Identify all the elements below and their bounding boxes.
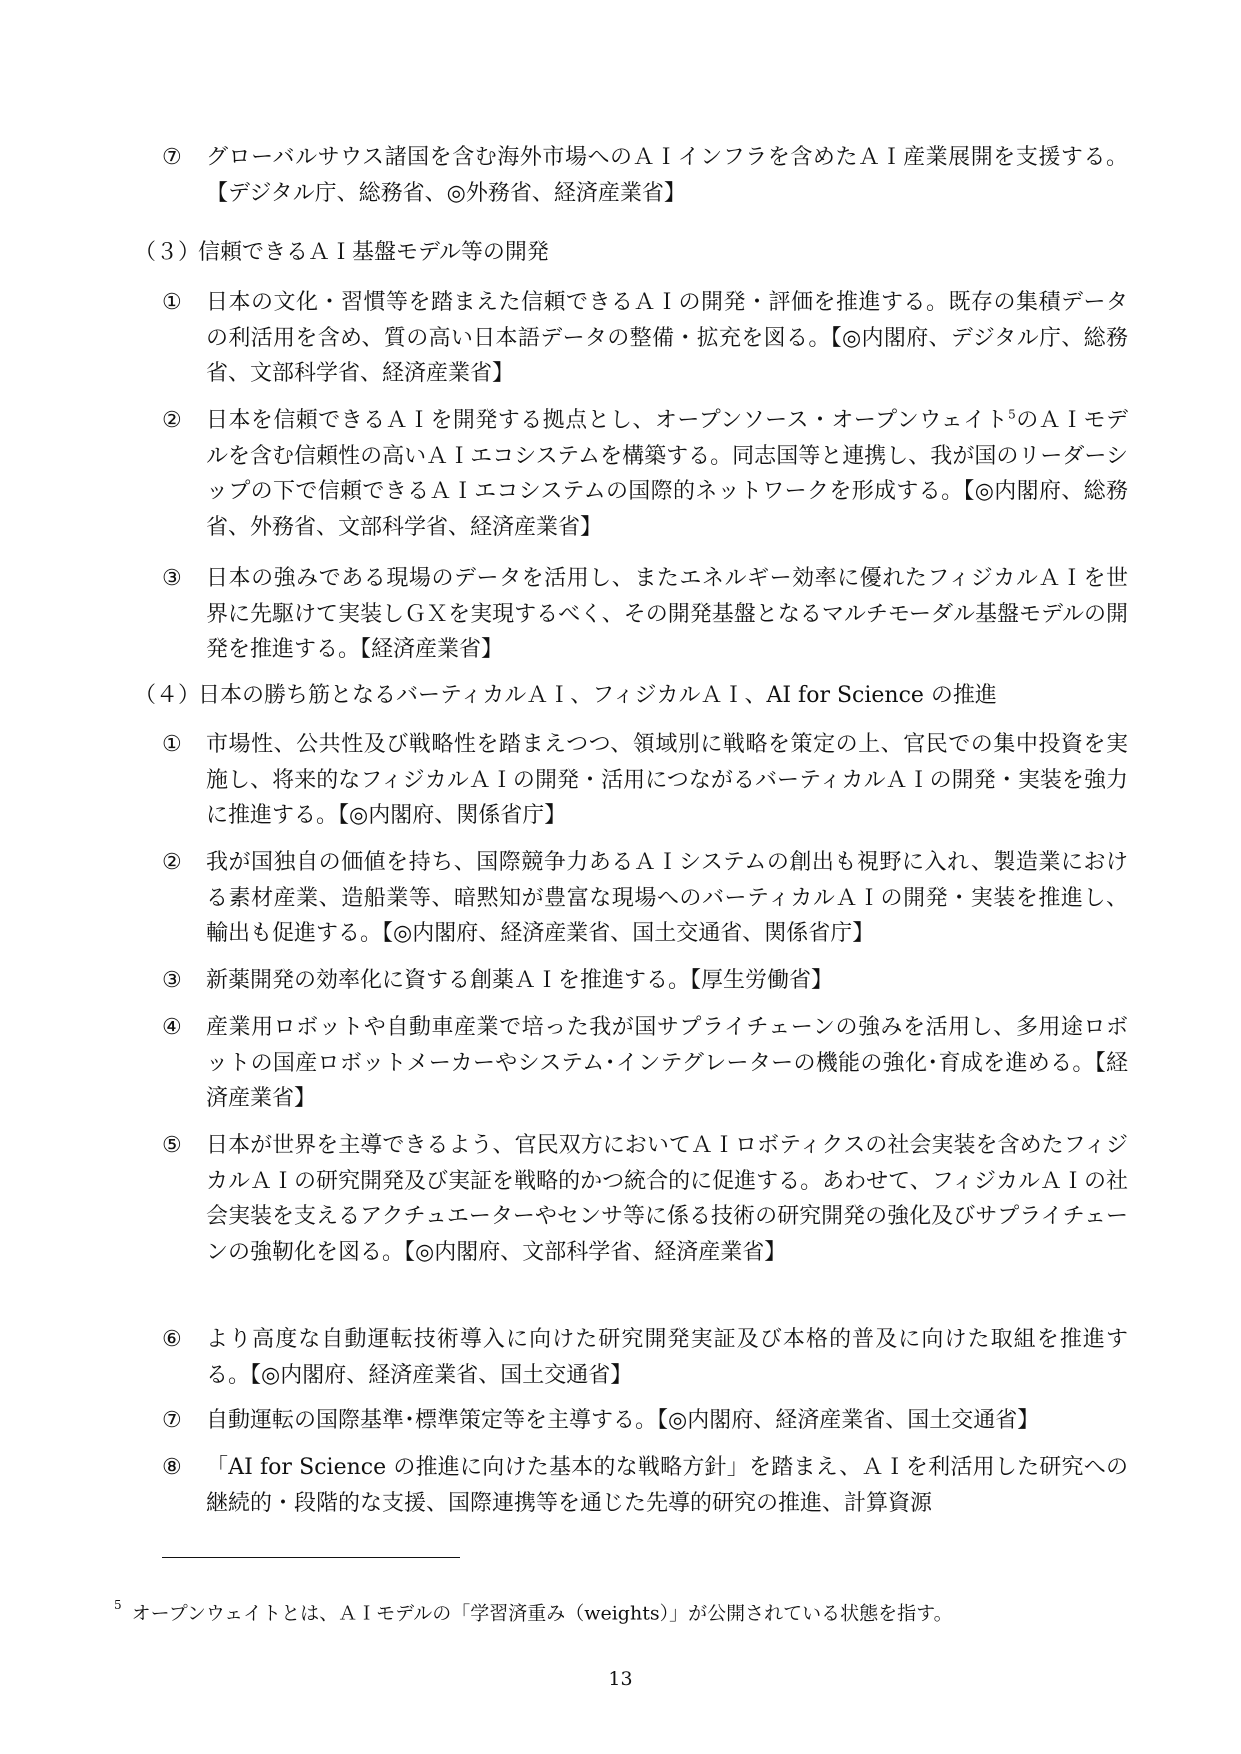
- item-text: 日本が世界を主導できるよう、官民双方においてＡＩロボティクスの社会実装を含めたフィジカルＡＩの研究開発及び実証を戦略的かつ統合的に促進する。あわせて、フィジカルＡＩの社会実装を支えるアクチュエーターやセンサ等に係る技術の研究開発の強化及びサプライチェーンの強靭化を図る。【◎内閣府、文部科学省、経済産業省】: [206, 1133, 1128, 1265]
- item-number: ⑦: [162, 145, 182, 170]
- list-item: [162, 403, 1128, 545]
- item-number: ⑦: [162, 1408, 182, 1433]
- item-text: 自動運転の国際基準･標準策定等を主導する。【◎内閣府、経済産業省、国土交通省】: [206, 1408, 1040, 1433]
- list-item: [162, 1322, 1128, 1393]
- list-item: [162, 140, 1128, 211]
- item-number: ②: [162, 850, 182, 875]
- heading-number: （４）: [134, 683, 201, 708]
- list-item: [162, 845, 1128, 952]
- list-item: [162, 727, 1128, 834]
- item-number: ⑧: [162, 1455, 182, 1480]
- footnote-mark: 5: [114, 1598, 122, 1612]
- footnote: [114, 1594, 1124, 1627]
- item-text-part: 日本を信頼できるＡＩを開発する拠点とし、オープンソース・オープンウェイト: [206, 408, 1009, 433]
- item-text: 「AI for Science の推進に向けた基本的な戦略方針」を踏まえ、ＡＩを利活用した研究への継続的・段階的な支援、国際連携等を通じた先導的研究の推進、計算資源: [206, 1455, 1128, 1516]
- item-text: 我が国独自の価値を持ち、国際競争力あるＡＩシステムの創出も視野に入れ、製造業における素材産業、造船業等、暗黙知が豊富な現場へのバーティカルＡＩの開発・実装を推進し、輸出も促進する。【◎内閣府、経済産業省、国土交通省、関係省庁】: [206, 850, 1128, 946]
- item-text: 産業用ロボットや自動車産業で培った我が国サプライチェーンの強みを活用し、多用途ロボットの国産ロボットメーカーやシステム･インテグレーターの機能の強化･育成を進める。【経済産業省】: [206, 1015, 1128, 1111]
- item-number: ①: [162, 290, 182, 315]
- item-text: グローバルサウス諸国を含む海外市場へのＡＩインフラを含めたＡＩ産業展開を支援する。【デジタル庁、総務省、◎外務省、経済産業省】: [206, 145, 1128, 206]
- list-item: [162, 963, 1128, 999]
- heading-number: （３）: [134, 240, 201, 265]
- list-item: [162, 1128, 1128, 1270]
- list-item: [162, 285, 1128, 392]
- section-heading: [134, 678, 1124, 714]
- item-number: ①: [162, 732, 182, 757]
- item-text-part: のＡＩモデルを含む信頼性の高いＡＩエコシステムを構築する。同志国等と連携し、我が国のリーダーシップの下で信頼できるＡＩエコシステムの国際的ネットワークを形成する。【◎内閣府、総務省、外務省、文部科学省、経済産業省】: [206, 408, 1128, 540]
- footnote-text: オープンウェイトとは、ＡＩモデルの「学習済重み（weights）」が公開されている状態を指す。: [131, 1602, 953, 1625]
- item-text: 市場性、公共性及び戦略性を踏まえつつ、領域別に戦略を策定の上、官民での集中投資を実施し、将来的なフィジカルＡＩの開発・活用につながるバーティカルＡＩの開発・実装を強力に推進する。【◎内閣府、関係省庁】: [206, 732, 1128, 828]
- item-number: ⑤: [162, 1133, 182, 1158]
- item-text: 日本の文化・習慣等を踏まえた信頼できるＡＩの開発・評価を推進する。既存の集積データの利活用を含め、質の高い日本語データの整備・拡充を図る。【◎内閣府、デジタル庁、総務省、文部科学省、経済産業省】: [206, 290, 1128, 386]
- item-number: ④: [162, 1015, 182, 1040]
- item-text: 新薬開発の効率化に資する創薬ＡＩを推進する。【厚生労働省】: [206, 968, 834, 993]
- item-text: より高度な自動運転技術導入に向けた研究開発実証及び本格的普及に向けた取組を推進する。【◎内閣府、経済産業省、国土交通省】: [206, 1327, 1128, 1388]
- footnote-divider: [162, 1557, 460, 1558]
- page-number: 13: [608, 1668, 633, 1690]
- heading-text: 日本の勝ち筋となるバーティカルＡＩ、フィジカルＡＩ、AI for Science の推進: [198, 683, 997, 708]
- item-text: 日本の強みである現場のデータを活用し、またエネルギー効率に優れたフィジカルＡＩを世界に先駆けて実装しＧＸを実現するべく、その開発基盤となるマルチモーダル基盤モデルの開発を推進する。【経済産業省】: [206, 566, 1128, 662]
- footnote-reference: 5: [1008, 407, 1016, 422]
- list-item: [162, 1403, 1128, 1439]
- list-item: [162, 561, 1128, 668]
- list-item: [162, 1010, 1128, 1117]
- heading-text: 信頼できるＡＩ基盤モデル等の開発: [198, 240, 549, 265]
- item-number: ③: [162, 566, 182, 591]
- item-number: ②: [162, 408, 182, 433]
- list-item: [162, 1450, 1128, 1521]
- section-heading: [134, 235, 1124, 271]
- item-number: ⑥: [162, 1327, 182, 1352]
- item-number: ③: [162, 968, 182, 993]
- item-text: [206, 403, 1128, 545]
